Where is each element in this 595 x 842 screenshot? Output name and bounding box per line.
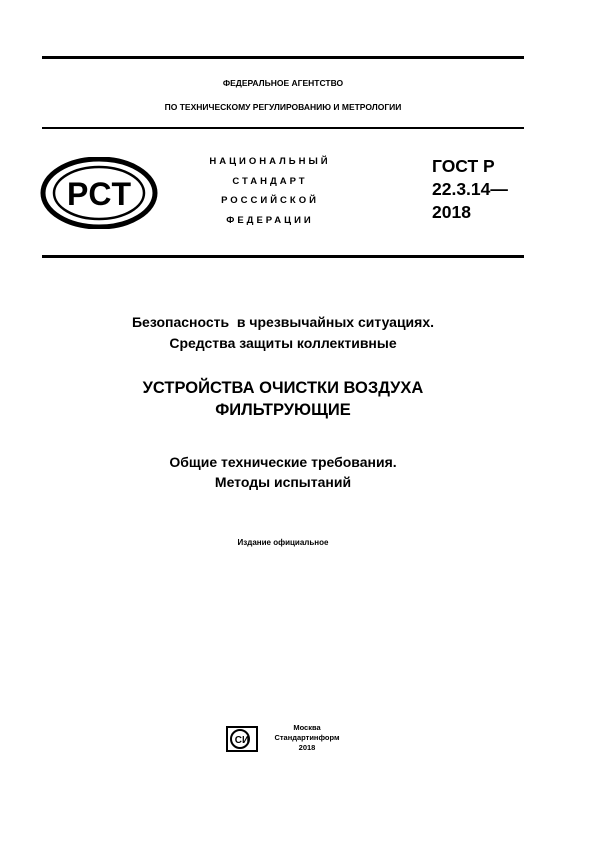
national-standard-label [185,152,355,230]
publisher-city: Москва [293,723,321,732]
publisher-name: Стандартинформ [274,733,340,742]
designation-line-2: 22.3.14— [432,179,508,199]
agency-line-2: ПО ТЕХНИЧЕСКОМУ РЕГУЛИРОВАНИЮ И МЕТРОЛОГИИ [164,102,402,112]
top-rule [42,56,524,59]
logo-lettering: PCT [67,176,131,212]
publisher-block [262,723,352,753]
title-line-3: УСТРОЙСТВА ОЧИСТКИ ВОЗДУХА [142,379,424,397]
official-edition-label: Издание официальное [237,538,329,547]
title-line-2: Средства защиты коллективные [169,335,397,351]
standard-designation [432,155,508,224]
header-bottom-rule [42,255,524,258]
title-line-4: ФИЛЬТРУЮЩИЕ [215,401,351,419]
national-standard-line-2: СТАНДАРТ [232,175,308,187]
agency-line-1: ФЕДЕРАЛЬНОЕ АГЕНТСТВО [222,78,344,88]
standartinform-logo [226,726,258,752]
title-line-6: Методы испытаний [214,474,352,490]
title-line-1: Безопасность в чрезвычайных ситуациях. [131,314,435,330]
header-rule [42,127,524,129]
national-standard-line-3: РОССИЙСКОЙ [221,195,319,206]
publisher-year: 2018 [298,743,316,752]
gost-r-certification-logo [40,157,158,229]
title-line-5: Общие технические требования. [169,454,397,470]
publisher-logo-lettering: СИ [234,735,250,746]
national-standard-line-4: ФЕДЕРАЦИИ [226,214,314,226]
national-standard-line-1: НАЦИОНАЛЬНЫЙ [209,156,331,167]
title-block-1 [42,312,524,354]
title-block-3 [42,452,524,492]
designation-line-1: ГОСТ Р [432,156,495,176]
title-block-2 [42,377,524,421]
designation-line-3: 2018 [432,202,471,222]
